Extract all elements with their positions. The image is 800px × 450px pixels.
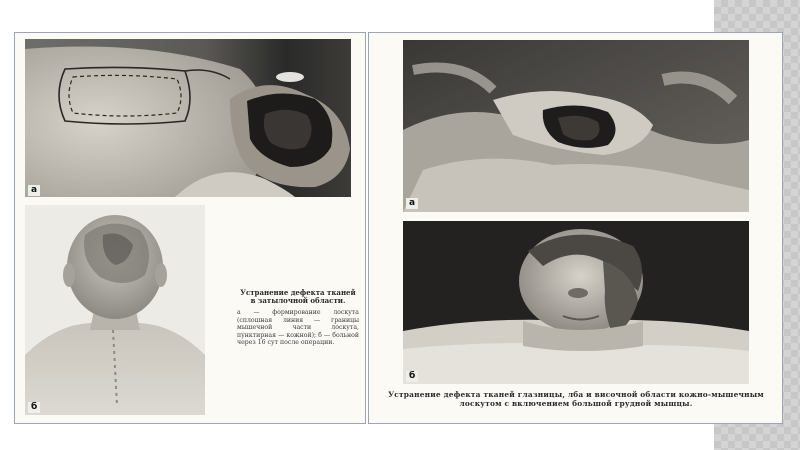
photo-occipital-result-b — [25, 205, 205, 415]
left-caption — [237, 289, 359, 346]
left-caption-title: Устранение дефекта тканей в затылочной области. — [240, 288, 356, 306]
figure-letter: б — [28, 402, 40, 413]
figure-letter: б — [406, 371, 418, 382]
photo-occipital-defect-a — [25, 39, 351, 197]
photo-orbital-defect-a — [403, 40, 749, 212]
right-book-page — [368, 32, 783, 424]
left-book-page — [14, 32, 366, 424]
left-caption-body: а — формирование лоскута (сплошная линия — границы мышечной части лоскута, пунктирная — кожной); б — больной через 16 сут после операции. — [237, 309, 359, 347]
photo-orbital-result-b — [403, 221, 749, 384]
figure-letter: а — [406, 198, 418, 209]
figure-letter: а — [28, 185, 40, 196]
right-caption: Устранение дефекта тканей глазницы, лба и височной области кожно-мышечным лоскутом с включением большой грудной мышцы. — [388, 390, 764, 408]
